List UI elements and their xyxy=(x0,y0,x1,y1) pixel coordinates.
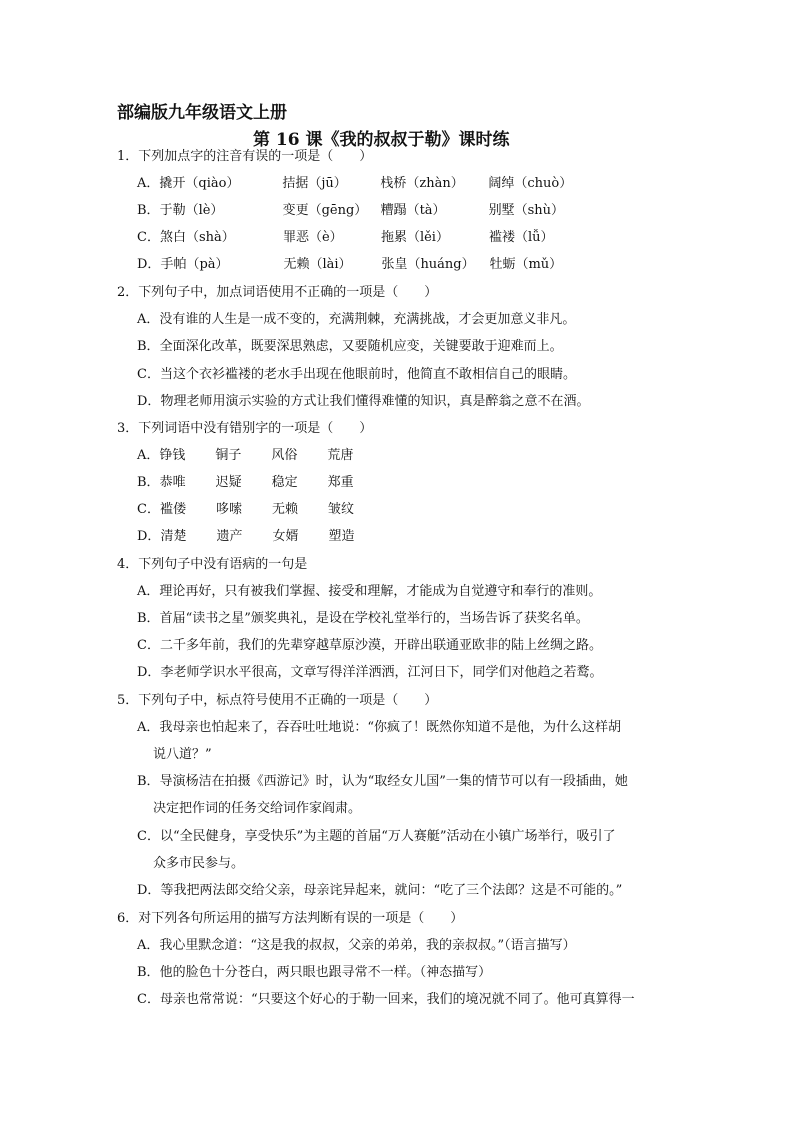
option-item: 铜子 xyxy=(215,448,242,463)
option-item: 郑重 xyxy=(327,475,354,490)
question-4-stem: 4．下列句子中没有语病的一句是 xyxy=(117,557,308,572)
question-3-stem: 3．下列词语中没有错别字的一项是（ ） xyxy=(117,421,373,436)
q6-option-a xyxy=(137,936,576,956)
option-label: A． xyxy=(137,448,160,463)
option-label: A． xyxy=(137,312,160,327)
question-5-stem: 5．下列句子中，标点符号使用不正确的一项是（ ） xyxy=(117,693,438,708)
option-item: 糟蹋（tà） xyxy=(380,203,446,218)
option-label: A． xyxy=(137,720,160,735)
option-item: 褴褛（lǚ） xyxy=(488,230,554,245)
q5-option-c-continuation: 众多市民参与。 xyxy=(153,856,245,871)
option-item: 于勒（lè） xyxy=(159,203,224,218)
option-item: 拮据（jū） xyxy=(282,176,347,191)
q5-option-b xyxy=(137,772,628,792)
option-text: 李老师学识水平很高，文章写得洋洋洒洒，江河日下，同学们对他趋之若鹜。 xyxy=(160,665,603,680)
option-label: D． xyxy=(137,665,161,680)
option-item: 皱纹 xyxy=(327,502,354,517)
option-label: B． xyxy=(137,203,160,218)
q5-option-b-continuation: 决定把作词的任务交给词作家阎肃。 xyxy=(153,801,362,816)
option-text: 我母亲也怕起来了，吞吞吐吐地说：“你疯了！既然你知道不是他，为什么这样胡 xyxy=(159,720,622,735)
option-item: 女婿 xyxy=(272,529,299,544)
q1-option-a xyxy=(137,174,572,194)
option-item: 风俗 xyxy=(271,448,298,463)
option-item: 变更（gēng） xyxy=(282,203,368,218)
option-text: 理论再好，只有被我们掌握、接受和理解，才能成为自觉遵守和奉行的准则。 xyxy=(159,584,602,599)
option-item: 无赖（lài） xyxy=(283,257,352,272)
option-label: B． xyxy=(137,611,160,626)
option-label: B． xyxy=(137,774,160,789)
question-6-stem: 6．对下列各句所运用的描写方法判断有误的一项是（ ） xyxy=(117,911,464,926)
option-item: 栈桥（zhàn） xyxy=(380,176,464,191)
q2-option-c xyxy=(137,365,576,385)
option-label: C． xyxy=(137,638,160,653)
option-item: 张皇（huáng） xyxy=(381,257,475,272)
option-item: 恭唯 xyxy=(159,475,186,490)
option-label: D． xyxy=(137,257,161,272)
q5-option-a xyxy=(137,718,621,738)
option-item: 荒唐 xyxy=(327,448,354,463)
option-item: 清楚 xyxy=(160,529,187,544)
q3-option-b xyxy=(137,473,354,493)
option-label: A． xyxy=(137,584,160,599)
option-item: 别墅（shù） xyxy=(488,203,564,218)
option-item: 牡蛎（mǔ） xyxy=(489,257,563,272)
option-item: 罪恶（è） xyxy=(282,230,343,245)
option-text: 二千多年前，我们的先辈穿越草原沙漠，开辟出联通亚欧非的陆上丝绸之路。 xyxy=(159,638,602,653)
q2-option-a xyxy=(137,310,575,330)
q2-option-b xyxy=(137,337,563,357)
option-item: 阔绰（chuò） xyxy=(488,176,573,191)
option-text: 导演杨洁在拍摄《西游记》时，认为“取经女儿国”一集的情节可以有一段插曲，她 xyxy=(159,774,628,789)
option-item: 煞白（shà） xyxy=(159,230,235,245)
q6-option-b xyxy=(137,963,491,983)
option-text: 母亲也常常说：“只要这个好心的于勒一回来，我们的境况就不同了。他可真算得一 xyxy=(159,992,635,1007)
q4-option-b xyxy=(137,609,589,629)
option-label: B． xyxy=(137,965,160,980)
option-text: 以“全民健身，享受快乐”为主题的首届“万人赛艇”活动在小镇广场举行，吸引了 xyxy=(159,829,616,844)
option-text: 他的脸色十分苍白，两只眼也跟寻常不一样。（神态描写） xyxy=(159,965,492,980)
option-text: 没有谁的人生是一成不变的，充满荆棘，充满挑战，才会更加意义非凡。 xyxy=(159,312,576,327)
option-item: 塑造 xyxy=(328,529,355,544)
option-text: 全面深化改革，既要深思熟虑，又要随机应变，关键要敢于迎难而上。 xyxy=(159,339,563,354)
option-item: 无赖 xyxy=(271,502,298,517)
option-label: C． xyxy=(137,502,160,517)
option-label: C． xyxy=(137,230,160,245)
option-item: 遗产 xyxy=(216,529,243,544)
option-label: C． xyxy=(137,829,160,844)
option-text: 物理老师用演示实验的方式让我们懂得难懂的知识，真是醉翁之意不在酒。 xyxy=(160,394,590,409)
option-label: C． xyxy=(137,992,160,1007)
option-text: 我心里默念道：“这是我的叔叔，父亲的弟弟，我的亲叔叔。”（语言描写） xyxy=(159,938,576,953)
q1-option-d xyxy=(137,255,562,275)
option-item: 撬开（qiào） xyxy=(159,176,240,191)
option-item: 手帕（pà） xyxy=(160,257,229,272)
option-text: 当这个衣衫褴褛的老水手出现在他眼前时，他简直不敢相信自己的眼睛。 xyxy=(159,367,576,382)
q3-option-c xyxy=(137,500,354,520)
option-label: D． xyxy=(137,394,161,409)
q4-option-d xyxy=(137,663,602,683)
q4-option-c xyxy=(137,636,602,656)
q3-option-a xyxy=(137,446,353,466)
option-text: 等我把两法郎交给父亲，母亲诧异起来，就问：“吃了三个法郎？这是不可能的。” xyxy=(160,883,623,898)
option-item: 拖累（lěi） xyxy=(380,230,449,245)
option-item: 稳定 xyxy=(271,475,298,490)
q5-option-d xyxy=(137,881,622,901)
option-item: 哆嗦 xyxy=(215,502,242,517)
q4-option-a xyxy=(137,582,601,602)
option-label: C． xyxy=(137,367,160,382)
question-1-stem: 1．下列加点字的注音有误的一项是（ ） xyxy=(117,149,373,164)
option-item: 铮钱 xyxy=(159,448,186,463)
question-2-stem: 2．下列句子中，加点词语使用不正确的一项是（ ） xyxy=(117,285,438,300)
option-label: A． xyxy=(137,176,160,191)
q2-option-d xyxy=(137,392,589,412)
option-text: 首届“读书之星”颁奖典礼，是设在学校礼堂举行的，当场告诉了获奖名单。 xyxy=(159,611,589,626)
q5-option-c xyxy=(137,827,616,847)
option-item: 褴偻 xyxy=(159,502,186,517)
option-label: D． xyxy=(137,883,161,898)
q1-option-b xyxy=(137,201,564,221)
option-label: D． xyxy=(137,529,161,544)
option-label: B． xyxy=(137,475,160,490)
book-title: 部编版九年级语文上册 xyxy=(117,103,287,123)
lesson-title: 第 16 课《我的叔叔于勒》课时练 xyxy=(253,130,510,150)
q3-option-d xyxy=(137,527,354,547)
option-label: A． xyxy=(137,938,160,953)
option-item: 迟疑 xyxy=(215,475,242,490)
q1-option-c xyxy=(137,228,553,248)
option-label: B． xyxy=(137,339,160,354)
q6-option-c xyxy=(137,990,635,1010)
q5-option-a-continuation: 说八道？” xyxy=(153,747,212,762)
